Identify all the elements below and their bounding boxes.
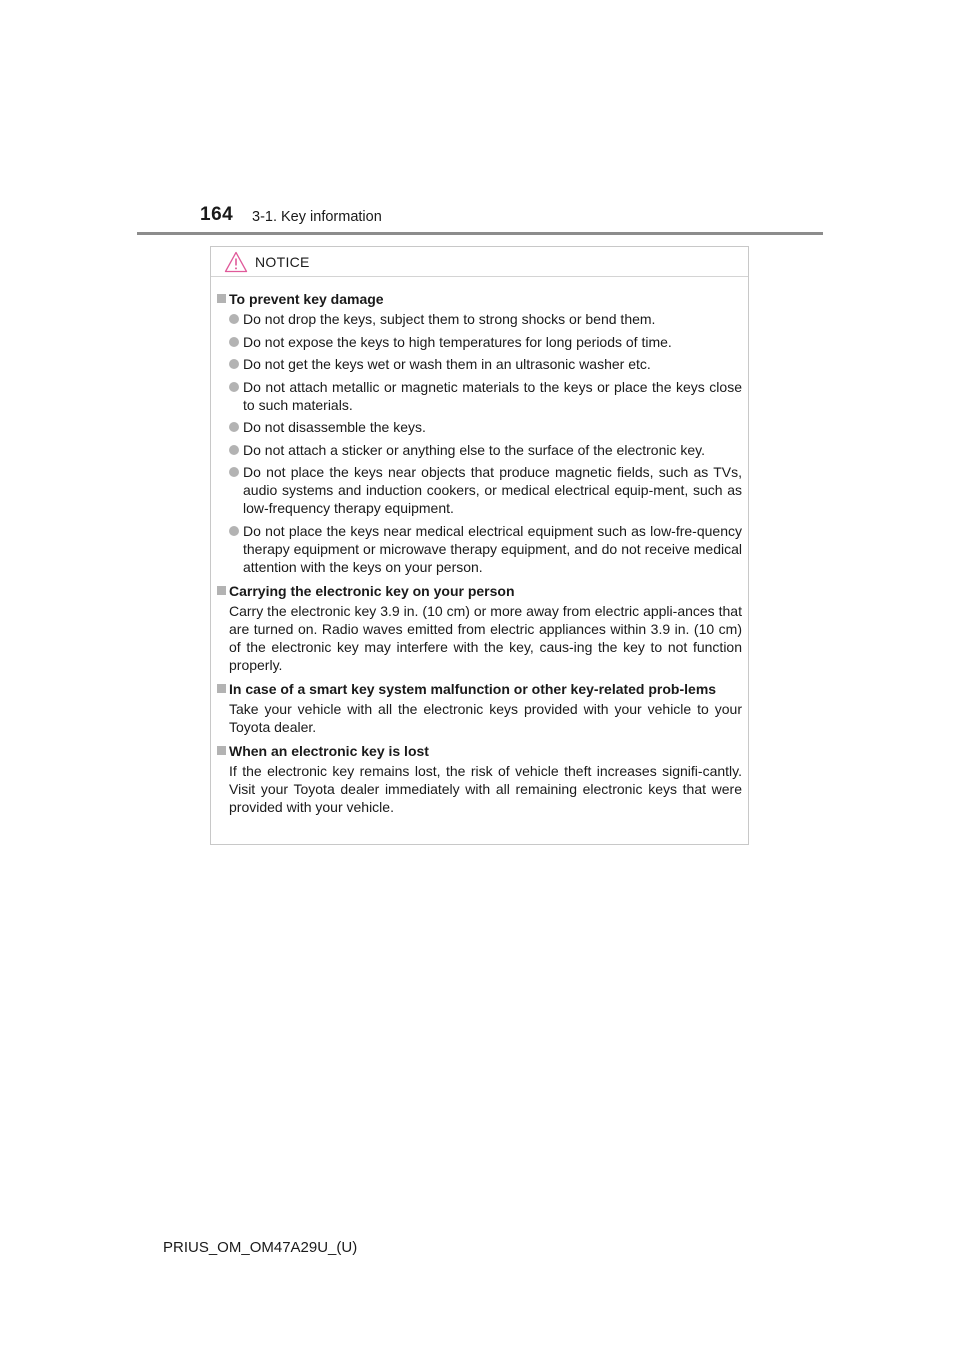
section-heading [217,680,742,698]
square-bullet-icon [217,684,226,693]
list-item-text: Do not attach a sticker or anything else to the surface of the electronic key. [243,441,705,458]
circle-bullet-icon [229,382,239,392]
list-item-text: Do not get the keys wet or wash them in an ultrasonic washer etc. [243,356,651,372]
section-paragraph: If the electronic key remains lost, the risk of vehicle theft increases signifi-cantly. Visit your Toyota dealer immediately with all remaining electronic keys that were provided with your vehicle. [229,762,742,815]
list-item [217,310,742,328]
notice-body [211,277,748,816]
square-bullet-icon [217,586,226,595]
section-key-lost [217,742,742,816]
bullet-list [217,310,742,576]
list-item [217,378,742,414]
circle-bullet-icon [229,314,239,324]
section-heading [217,742,742,760]
list-item-text: Do not place the keys near objects that produce magnetic fields, such as TVs, audio systems and induction cookers, or medical electrical equip-ment, such as low-frequency therapy equipment. [243,464,742,516]
list-item [217,522,742,576]
section-heading-text: When an electronic key is lost [229,742,429,759]
section-paragraph: Carry the electronic key 3.9 in. (10 cm) or more away from electric appli-ances that are turned on. Radio waves emitted from electric appliances within 3.9 in. (10 cm) of the electronic key may interfere with the key, caus-ing the key to not function properly. [229,602,742,673]
notice-header [211,247,748,277]
footer-doc-code: PRIUS_OM_OM47A29U_(U) [163,1239,358,1256]
list-item [217,463,742,517]
circle-bullet-icon [229,467,239,477]
section-title: 3-1. Key information [252,209,382,225]
list-item-text: Do not expose the keys to high temperatures for long periods of time. [243,333,672,350]
section-heading-text: To prevent key damage [229,291,384,307]
section-paragraph: Take your vehicle with all the electronic keys provided with your vehicle to your Toyota dealer. [229,700,742,735]
list-item-text: Do not place the keys near medical electrical equipment such as low-fre-quency therapy equipment or microwave therapy equipment, and do not receive medical attention with the keys on your person. [243,522,742,575]
section-heading [217,582,742,600]
circle-bullet-icon [229,337,239,347]
header-rule [137,232,823,235]
notice-box [210,246,749,845]
section-smart-key-malfunction [217,680,742,736]
section-prevent-key-damage [217,290,742,576]
list-item-text: Do not attach metallic or magnetic materials to the keys or place the keys close to such materials. [243,378,742,413]
notice-label: NOTICE [255,254,310,270]
list-item [217,418,742,436]
square-bullet-icon [217,746,226,755]
section-heading-text: Carrying the electronic key on your person [229,582,515,599]
warning-triangle-icon [224,251,248,273]
circle-bullet-icon [229,359,239,369]
page-number: 164 [200,204,234,225]
list-item [217,441,742,459]
section-heading [217,290,742,308]
section-heading-text: In case of a smart key system malfunction or other key-related prob-lems [229,680,717,697]
list-item [217,333,742,351]
circle-bullet-icon [229,445,239,455]
circle-bullet-icon [229,526,239,536]
section-carrying-key [217,582,742,674]
list-item [217,355,742,373]
page-header [0,0,960,240]
list-item-text: Do not disassemble the keys. [243,419,426,435]
circle-bullet-icon [229,422,239,432]
list-item-text: Do not drop the keys, subject them to strong shocks or bend them. [243,311,656,327]
square-bullet-icon [217,294,226,303]
